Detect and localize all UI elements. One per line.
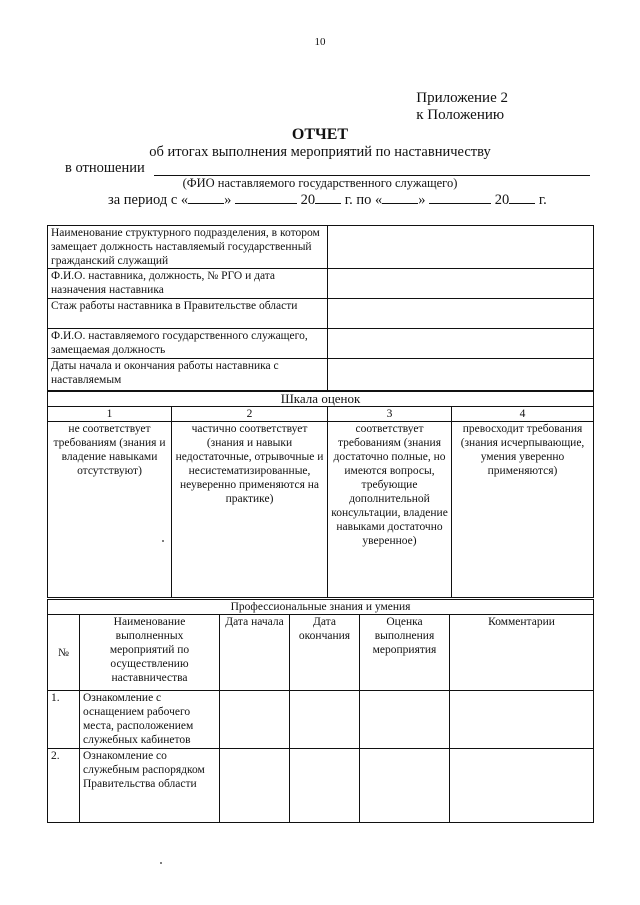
scan-dot xyxy=(162,540,164,542)
header-start-date: Дата начала xyxy=(220,615,290,691)
info-label-department: Наименование структурного подразделения, в котором замещает должность наставляемый государственный гражданский служащий xyxy=(48,226,328,269)
scale-number-1: 1 xyxy=(48,407,172,422)
period-to-year-prefix: 20 xyxy=(494,192,510,208)
header-number: № xyxy=(48,615,80,691)
info-value-mentor[interactable] xyxy=(328,269,594,299)
period-month-blank xyxy=(235,203,297,204)
info-value-department[interactable] xyxy=(328,226,594,269)
fio-note: (ФИО наставляемого государственного служащего) xyxy=(182,176,458,190)
period-year-blank xyxy=(315,203,341,204)
scale-number-2: 2 xyxy=(172,407,328,422)
period-day-blank xyxy=(188,203,224,204)
row-end-date[interactable] xyxy=(290,749,360,823)
info-value-experience[interactable] xyxy=(328,299,594,329)
period-to-day-blank xyxy=(382,203,418,204)
scale-description-3: соответствует требованиям (знания достаточно полные, но имеются вопросы, требующие дополнительной консультации, владение навыками достаточно уверенное) xyxy=(328,422,452,598)
info-row xyxy=(48,226,594,269)
row-start-date[interactable] xyxy=(220,691,290,749)
appendix-line-1: Приложение 2 xyxy=(416,90,508,106)
row-number: 2. xyxy=(48,749,80,823)
scale-description-2: частично соответствует (знания и навыки недостаточные, отрывочные и несистематизированные, неуверенно применяются на практике) xyxy=(172,422,328,598)
row-end-date[interactable] xyxy=(290,691,360,749)
info-label-mentor: Ф.И.О. наставника, должность, № РГО и дата назначения наставника xyxy=(48,269,328,299)
info-row xyxy=(48,269,594,299)
period-from-label: за период с « xyxy=(108,192,189,208)
info-label-dates: Даты начала и окончания работы наставника с наставляемым xyxy=(48,359,328,391)
info-value-dates[interactable] xyxy=(328,359,594,391)
info-value-mentee[interactable] xyxy=(328,329,594,359)
header-activity-name: Наименование выполненных мероприятий по осуществлению наставничества xyxy=(80,615,220,691)
period-to-month-blank xyxy=(429,203,491,204)
appendix-reference xyxy=(416,90,508,124)
period-year-prefix: 20 xyxy=(300,192,316,208)
period-to-label: г. по « xyxy=(344,192,383,208)
scale-description-1: не соответствует требованиям (знания и владение навыками отсутствуют) xyxy=(48,422,172,598)
info-row xyxy=(48,359,594,391)
header-grade: Оценка выполнения мероприятия xyxy=(360,615,450,691)
scan-dot xyxy=(160,862,162,864)
row-comments[interactable] xyxy=(450,691,594,749)
info-row xyxy=(48,299,594,329)
relation-line xyxy=(65,160,145,177)
row-start-date[interactable] xyxy=(220,749,290,823)
info-row xyxy=(48,329,594,359)
scale-number-4: 4 xyxy=(452,407,594,422)
period-to-year-blank xyxy=(509,203,535,204)
row-activity-name: Ознакомление с оснащением рабочего места, расположением служебных кабинетов xyxy=(80,691,220,749)
header-comments: Комментарии xyxy=(450,615,594,691)
row-grade[interactable] xyxy=(360,691,450,749)
relation-label: в отношении xyxy=(65,160,145,176)
scale-table xyxy=(47,391,594,598)
row-comments[interactable] xyxy=(450,749,594,823)
scale-number-3: 3 xyxy=(328,407,452,422)
row-activity-name: Ознакомление со служебным распорядком Правительства области xyxy=(80,749,220,823)
page-number: 10 xyxy=(314,36,326,48)
header-end-date: Дата окончания xyxy=(290,615,360,691)
scale-title: Шкала оценок xyxy=(48,392,594,407)
table-row xyxy=(48,691,594,749)
period-line xyxy=(108,192,547,209)
activities-title: Профессиональные знания и умения xyxy=(48,600,594,615)
table-row xyxy=(48,749,594,823)
row-number: 1. xyxy=(48,691,80,749)
appendix-line-2: к Положению xyxy=(416,107,505,123)
document-subtitle: об итогах выполнения мероприятий по наставничеству xyxy=(149,144,491,160)
activities-table xyxy=(47,599,594,823)
info-table xyxy=(47,225,594,391)
scale-description-4: превосходит требования (знания исчерпывающие, умения уверенно применяются) xyxy=(452,422,594,598)
period-quote: » xyxy=(224,192,232,208)
info-label-experience: Стаж работы наставника в Правительстве области xyxy=(48,299,328,329)
period-year-suffix: г. xyxy=(538,192,547,208)
row-grade[interactable] xyxy=(360,749,450,823)
info-label-mentee: Ф.И.О. наставляемого государственного служащего, замещаемая должность xyxy=(48,329,328,359)
document-title: ОТЧЕТ xyxy=(291,126,349,143)
period-to-quote: » xyxy=(418,192,426,208)
